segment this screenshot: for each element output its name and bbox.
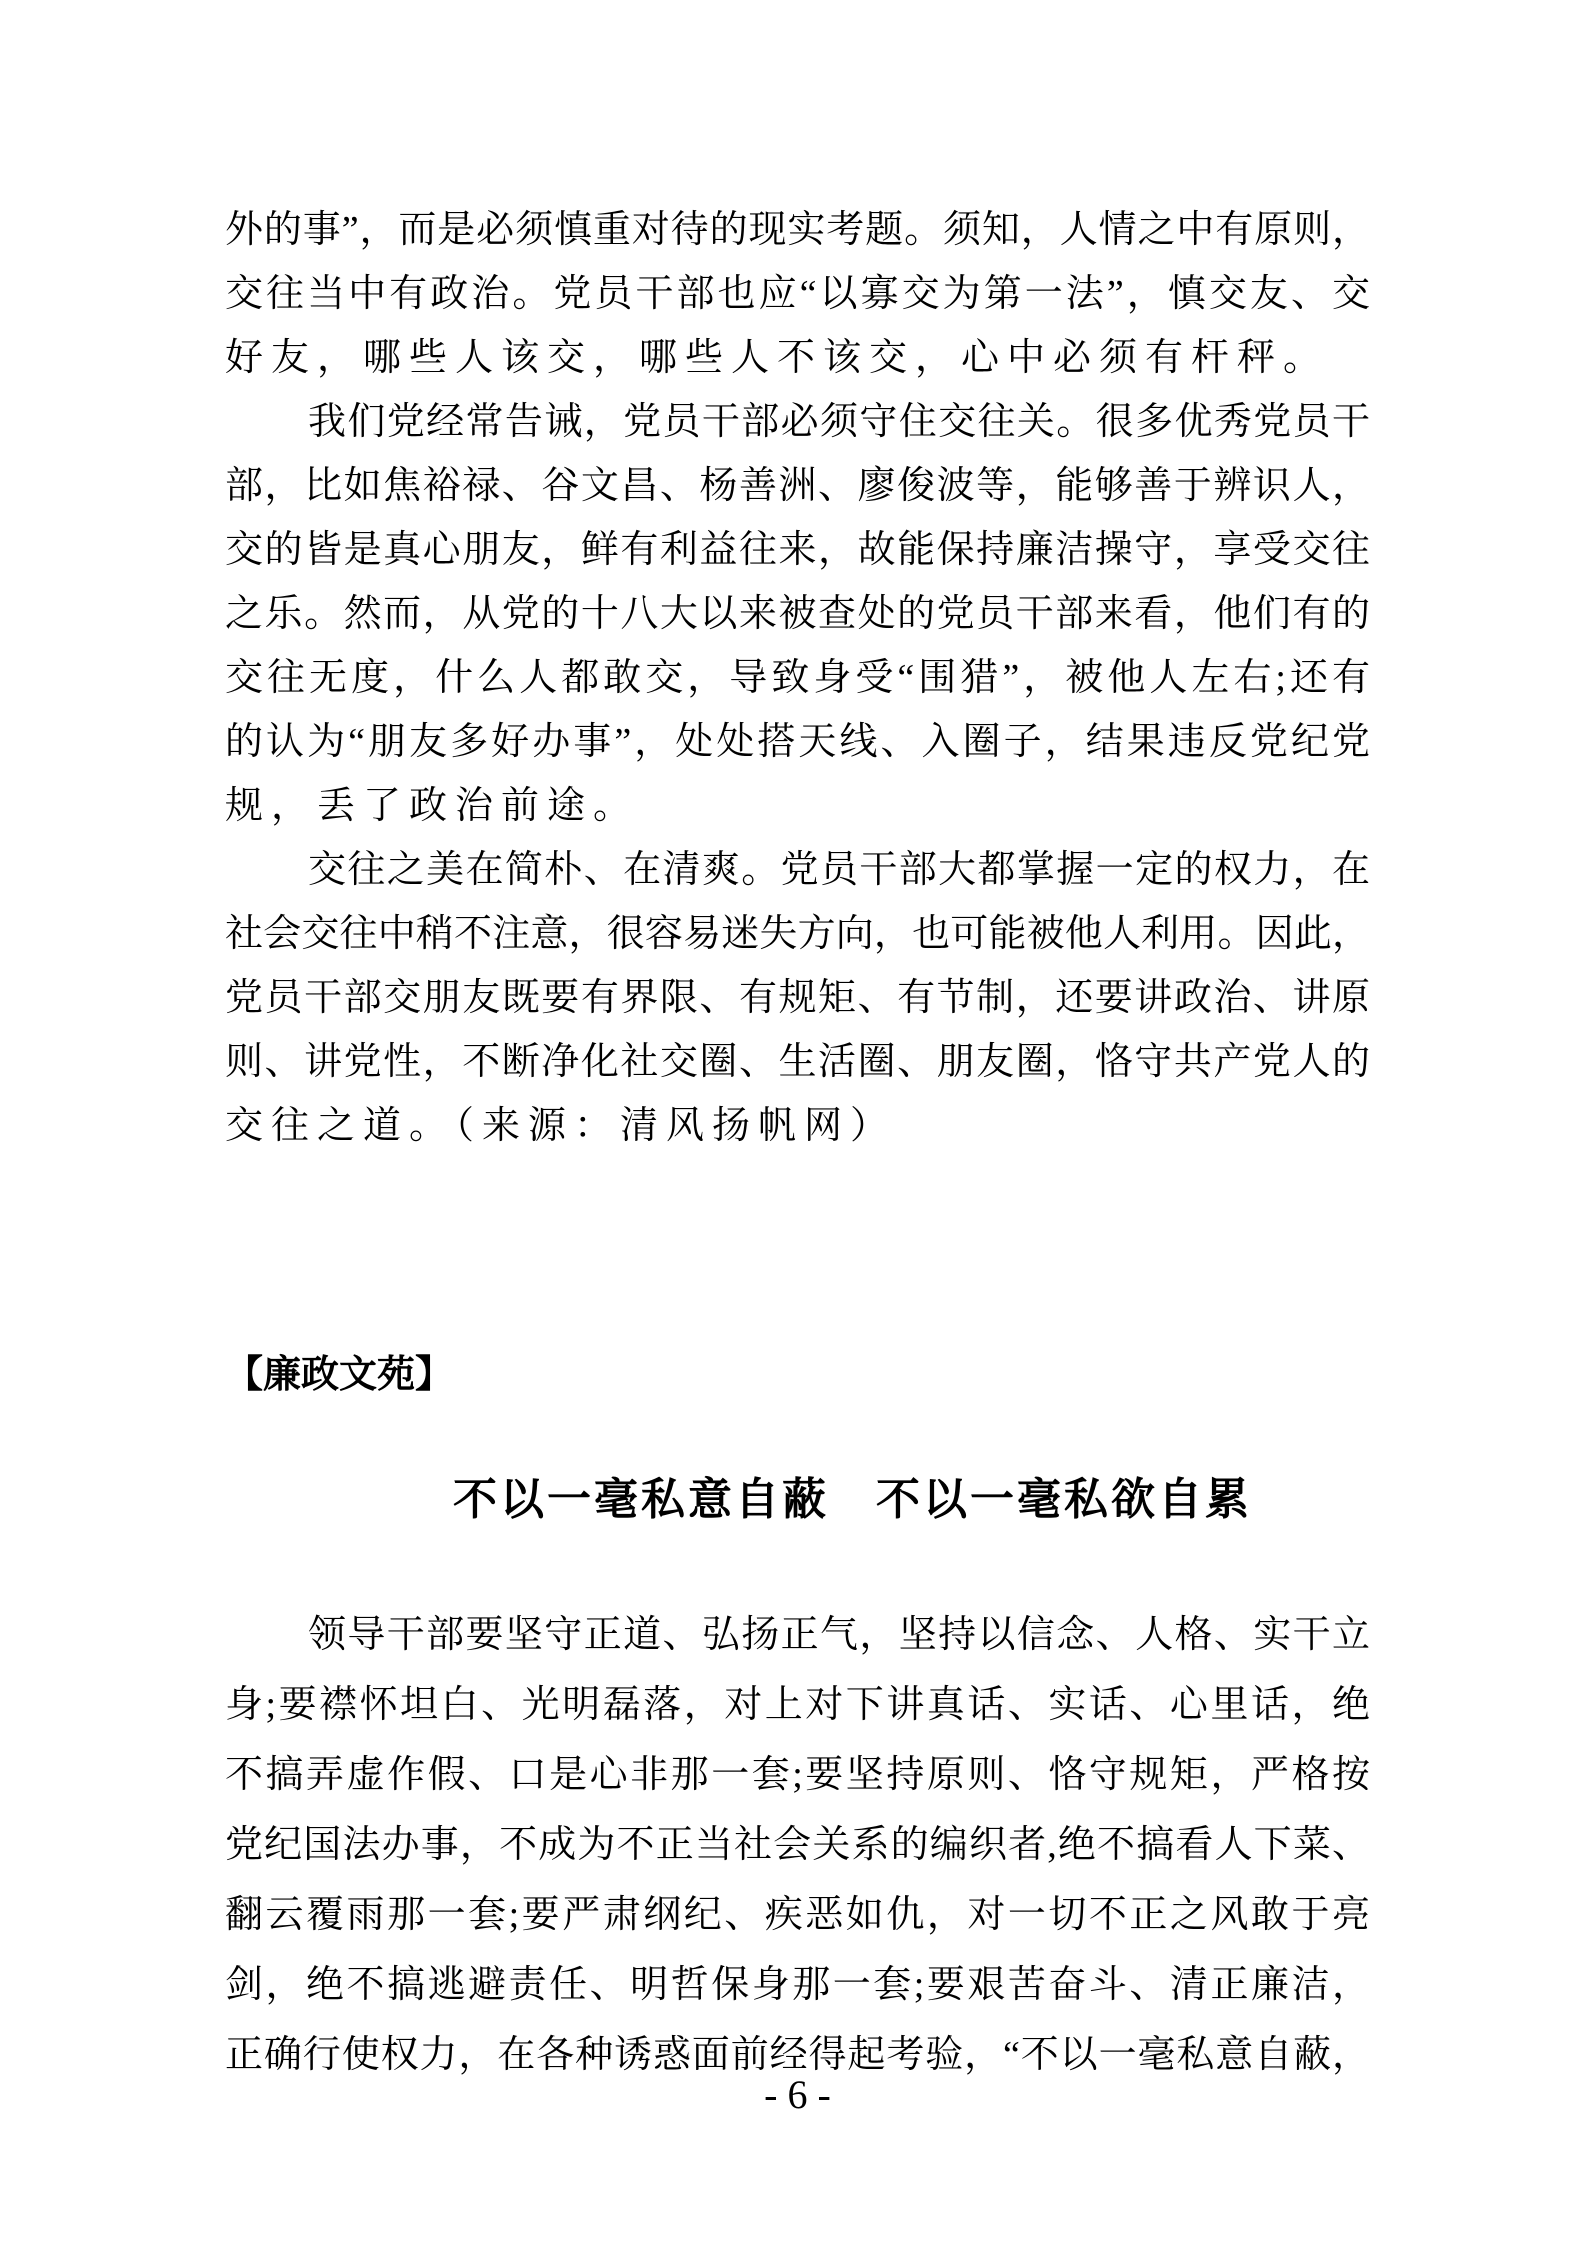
text-line: 我们党经常告诫，党员干部必须守住交往关。很多优秀党员干 <box>308 401 1370 443</box>
page-number: - 6 - <box>764 2072 831 2117</box>
text-line: 的认为“朋友多好办事”，处处搭天线、入圈子，结果违反党纪党 <box>225 721 1370 763</box>
previous-article-text-block <box>225 198 1370 1158</box>
text-line: 交的皆是真心朋友，鲜有利益往来，故能保持廉洁操守，享受交往 <box>225 529 1370 571</box>
text-line: 部，比如焦裕禄、谷文昌、杨善洲、廖俊波等，能够善于辨识人， <box>225 465 1370 507</box>
text-line: 则、讲党性，不断净化社交圈、生活圈、朋友圈，恪守共产党人的 <box>225 1041 1370 1083</box>
text-line: 身;要襟怀坦白、光明磊落，对上对下讲真话、实话、心里话，绝 <box>225 1684 1370 1726</box>
text-line: 外的事”，而是必须慎重对待的现实考题。须知，人情之中有原则， <box>225 209 1370 251</box>
text-line: 之乐。然而，从党的十八大以来被查处的党员干部来看，他们有的 <box>225 593 1370 635</box>
text-line: 好友，哪些人该交，哪些人不该交，心中必须有杆秤。 <box>225 337 1330 379</box>
text-line: 社会交往中稍不注意，很容易迷失方向，也可能被他人利用。因此， <box>225 913 1370 955</box>
section-header: 【廉政文苑】 <box>225 1354 454 1396</box>
text-line: 领导干部要坚守正道、弘扬正气，坚持以信念、人格、实干立 <box>308 1614 1370 1656</box>
text-line: 党纪国法办事，不成为不正当社会关系的编织者,绝不搞看人下菜、 <box>225 1824 1370 1866</box>
text-line: 交往当中有政治。党员干部也应“以寡交为第一法”，慎交友、交 <box>225 273 1370 315</box>
text-line: 翻云覆雨那一套;要严肃纲纪、疾恶如仇，对一切不正之风敢于亮 <box>225 1894 1370 1936</box>
text-line: 正确行使权力，在各种诱惑面前经得起考验，“不以一毫私意自蔽， <box>225 2034 1370 2076</box>
text-line: 不搞弄虚作假、口是心非那一套;要坚持原则、恪守规矩，严格按 <box>225 1754 1370 1796</box>
text-line: 党员干部交朋友既要有界限、有规矩、有节制，还要讲政治、讲原 <box>225 977 1370 1019</box>
text-line: 规，丢了政治前途。 <box>225 785 640 827</box>
text-line: 交往无度，什么人都敢交，导致身受“围猎”，被他人左右;还有 <box>225 657 1370 699</box>
article-title: 不以一毫私意自蔽 不以一毫私欲自累 <box>453 1475 1252 1524</box>
text-line: 交往之道。（来源：清风扬帆网） <box>225 1105 897 1147</box>
text-line: 剑，绝不搞逃避责任、明哲保身那一套;要艰苦奋斗、清正廉洁， <box>225 1964 1370 2006</box>
main-article-text-block <box>225 1600 1370 2090</box>
text-line: 交往之美在简朴、在清爽。党员干部大都掌握一定的权力，在 <box>308 849 1370 891</box>
